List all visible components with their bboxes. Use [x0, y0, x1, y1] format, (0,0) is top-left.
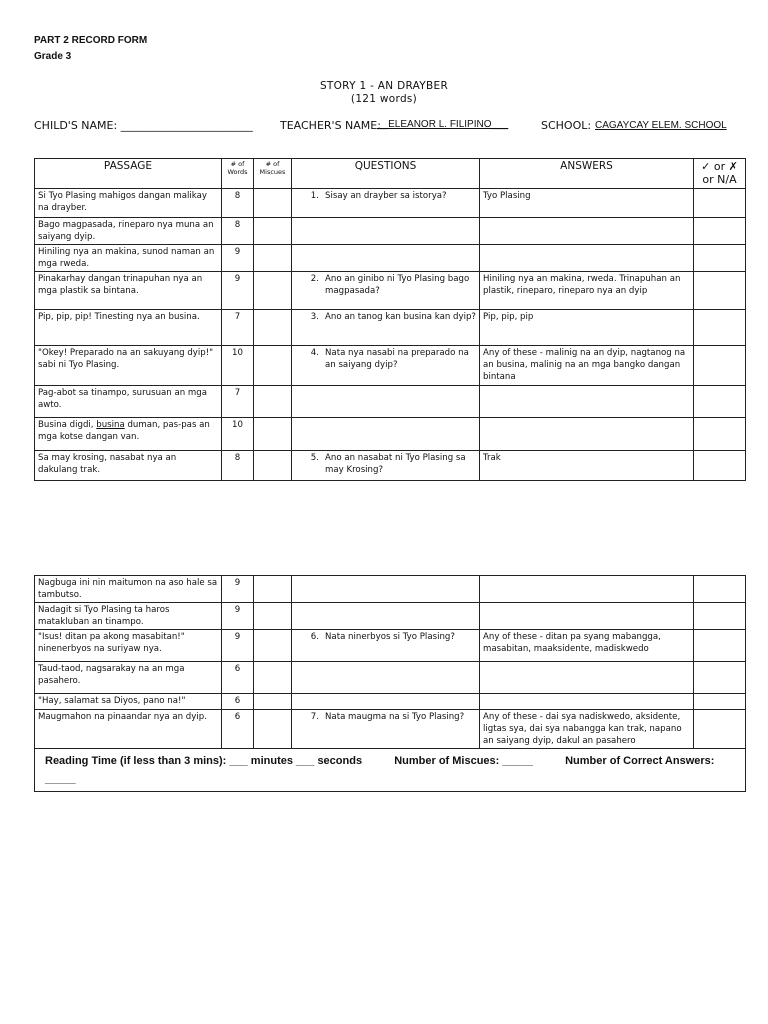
passage-cell: Maugmahon na pinaandar nya an dyip.	[35, 710, 222, 749]
question-cell	[292, 576, 480, 603]
question-cell	[292, 189, 480, 218]
miscue-count-cell[interactable]	[254, 272, 292, 310]
miscue-count-cell[interactable]	[254, 576, 292, 603]
passage-text: Busina digdi,	[38, 420, 97, 430]
check-cell[interactable]	[694, 576, 746, 603]
passage-cell: Pag-abot sa tinampo, surusuan an mga awto.	[35, 386, 222, 418]
question-cell	[292, 218, 480, 245]
story-title: STORY 1 - AN DRAYBER	[319, 80, 449, 92]
form-title: PART 2 RECORD FORM	[34, 35, 148, 46]
answer-cell: Pip, pip, pip	[480, 310, 694, 346]
miscue-count-cell[interactable]	[254, 310, 292, 346]
answer-cell: Tyo Plasing	[480, 189, 694, 218]
check-cell[interactable]	[694, 245, 746, 272]
miscue-count-cell[interactable]	[254, 694, 292, 710]
passage-cell: "Isus! ditan pa akong masabitan!" ninenerbyos na suriyaw nya.	[35, 630, 222, 662]
answer-cell	[480, 386, 694, 418]
col-questions: QUESTIONS	[292, 159, 480, 189]
check-cell[interactable]	[694, 630, 746, 662]
answer-cell	[480, 603, 694, 630]
check-cell[interactable]	[694, 603, 746, 630]
word-count-cell: 9	[222, 630, 254, 662]
question-number: 6.	[310, 632, 319, 642]
passage-cell: Bago magpasada, rineparo nya muna an saiyang dyip.	[35, 218, 222, 245]
teacher-name-label: TEACHER'S NAME:	[280, 119, 381, 132]
col-miscues: # of Miscues	[254, 159, 292, 189]
word-count-cell: 10	[222, 418, 254, 451]
question-cell	[292, 710, 480, 749]
table-row	[35, 710, 746, 749]
table-row	[35, 451, 746, 481]
check-cell[interactable]	[694, 346, 746, 386]
check-cell[interactable]	[694, 272, 746, 310]
miscue-count-cell[interactable]	[254, 386, 292, 418]
table-row	[35, 418, 746, 451]
passage-cell: Hiniling nya an makina, sunod naman an mga rweda.	[35, 245, 222, 272]
word-count-cell: 9	[222, 576, 254, 603]
answer-cell	[480, 418, 694, 451]
story-word-count: (121 words)	[350, 93, 418, 105]
check-cell[interactable]	[694, 710, 746, 749]
question-cell	[292, 386, 480, 418]
table-row	[35, 218, 746, 245]
miscue-count-cell[interactable]	[254, 346, 292, 386]
answer-cell: Trak	[480, 451, 694, 481]
teacher-name-value[interactable]: __ELEANOR L. FILIPINO___	[377, 119, 509, 130]
answer-cell	[480, 694, 694, 710]
question-text: Ano an ginibo ni Tyo Plasing bago magpasada?	[325, 274, 470, 296]
table-row	[35, 386, 746, 418]
summary-row	[35, 749, 746, 792]
child-name-field[interactable]: CHILD'S NAME: ________________________	[34, 119, 253, 132]
word-count-cell: 6	[222, 662, 254, 694]
miscue-count-cell[interactable]	[254, 418, 292, 451]
answer-cell	[480, 576, 694, 603]
table-row	[35, 662, 746, 694]
passage-cell: Pip, pip, pip! Tinesting nya an busina.	[35, 310, 222, 346]
table-row	[35, 630, 746, 662]
question-cell	[292, 245, 480, 272]
col-check: ✓ or ✗ or N/A	[694, 159, 746, 189]
passage-cell: Si Tyo Plasing mahigos dangan malikay na drayber.	[35, 189, 222, 218]
check-cell[interactable]	[694, 386, 746, 418]
question-text: Ano an tanog kan busina kan dyip?	[325, 312, 476, 322]
record-table-2	[34, 575, 746, 792]
word-count-cell: 6	[222, 694, 254, 710]
passage-text: duman, pas-pas an mga kotse dangan van.	[38, 420, 210, 442]
question-number: 3.	[310, 312, 319, 322]
passage-cell	[35, 418, 222, 451]
question-cell	[292, 694, 480, 710]
passage-underlined-word: busina	[96, 420, 125, 430]
passage-cell: Pinakarhay dangan trinapuhan nya an mga plastik sa bintana.	[35, 272, 222, 310]
passage-cell: Nagbuga ini nin maitumon na aso hale sa tambutso.	[35, 576, 222, 603]
school-label: SCHOOL:	[541, 119, 592, 132]
check-cell[interactable]	[694, 310, 746, 346]
answer-cell	[480, 662, 694, 694]
table-row	[35, 576, 746, 603]
question-cell	[292, 346, 480, 386]
question-number: 2.	[310, 274, 319, 284]
answer-cell: Any of these - dai sya nadiskwedo, aksidente, ligtas sya, dai sya nabangga kan trak, napano an saiyang dyip, dakul an pasahero	[480, 710, 694, 749]
reading-time-field[interactable]: Reading Time (if less than 3 mins): ___ minutes ___ seconds	[45, 755, 363, 767]
passage-cell: Nadagit si Tyo Plasing ta haros matakluban an tinampo.	[35, 603, 222, 630]
answer-cell: Any of these - malinig na an dyip, nagtanog na an busina, malinig na an mga bangko dangan bintana	[480, 346, 694, 386]
question-number: 1.	[310, 191, 319, 201]
word-count-cell: 8	[222, 189, 254, 218]
miscue-count-cell[interactable]	[254, 451, 292, 481]
answer-cell	[480, 245, 694, 272]
word-count-cell: 9	[222, 603, 254, 630]
word-count-cell: 8	[222, 451, 254, 481]
passage-cell: "Okey! Preparado na an sakuyang dyip!" sabi ni Tyo Plasing.	[35, 346, 222, 386]
correct-answers-field[interactable]: Number of Correct Answers: _____	[45, 755, 715, 785]
table-row	[35, 346, 746, 386]
answer-cell: Any of these - ditan pa syang mabangga, masabitan, maaksidente, madiskwedo	[480, 630, 694, 662]
table-row	[35, 245, 746, 272]
record-table-1	[34, 158, 746, 481]
word-count-cell: 9	[222, 272, 254, 310]
question-text: Sisay an drayber sa istorya?	[325, 191, 447, 201]
check-cell[interactable]	[694, 218, 746, 245]
table-row	[35, 603, 746, 630]
question-cell	[292, 630, 480, 662]
word-count-cell: 8	[222, 218, 254, 245]
miscue-count-cell[interactable]	[254, 245, 292, 272]
word-count-cell: 9	[222, 245, 254, 272]
check-cell[interactable]	[694, 189, 746, 218]
passage-cell: "Hay, salamat sa Diyos, pano na!"	[35, 694, 222, 710]
school-value[interactable]: CAGAYCAY ELEM. SCHOOL	[595, 120, 727, 131]
question-text: Nata maugma na si Tyo Plasing?	[325, 712, 465, 722]
col-words: # of Words	[222, 159, 254, 189]
question-text: Nata ninerbyos si Tyo Plasing?	[325, 632, 455, 642]
question-text: Nata nya nasabi na preparado na an saiyang dyip?	[325, 348, 469, 370]
table-row	[35, 272, 746, 310]
question-cell	[292, 451, 480, 481]
col-passage: PASSAGE	[35, 159, 222, 189]
question-cell	[292, 272, 480, 310]
miscue-count-cell[interactable]	[254, 603, 292, 630]
passage-cell: Sa may krosing, nasabat nya an dakulang trak.	[35, 451, 222, 481]
word-count-cell: 10	[222, 346, 254, 386]
miscue-count-cell[interactable]	[254, 218, 292, 245]
question-text: Ano an nasabat ni Tyo Plasing sa may Krosing?	[325, 453, 466, 475]
answer-cell	[480, 218, 694, 245]
miscue-count-cell[interactable]	[254, 710, 292, 749]
question-cell	[292, 603, 480, 630]
question-cell	[292, 418, 480, 451]
check-cell[interactable]	[694, 694, 746, 710]
miscue-count-cell[interactable]	[254, 662, 292, 694]
check-cell[interactable]	[694, 451, 746, 481]
question-number: 5.	[310, 453, 319, 463]
word-count-cell: 7	[222, 310, 254, 346]
passage-cell: Taud-taod, nagsarakay na an mga pasahero.	[35, 662, 222, 694]
question-number: 4.	[310, 348, 319, 358]
miscue-count-cell[interactable]	[254, 189, 292, 218]
word-count-cell: 6	[222, 710, 254, 749]
table-row	[35, 694, 746, 710]
word-count-cell: 7	[222, 386, 254, 418]
col-answers: ANSWERS	[480, 159, 694, 189]
answer-cell: Hiniling nya an makina, rweda. Trinapuhan an plastik, rineparo, rineparo nya an dyip	[480, 272, 694, 310]
question-cell	[292, 662, 480, 694]
table-row	[35, 310, 746, 346]
table-row	[35, 189, 746, 218]
check-cell[interactable]	[694, 662, 746, 694]
question-cell	[292, 310, 480, 346]
miscue-count-cell[interactable]	[254, 630, 292, 662]
grade-label: Grade 3	[34, 51, 72, 62]
question-number: 7.	[310, 712, 319, 722]
miscues-count-field[interactable]: Number of Miscues: _____	[394, 755, 533, 767]
check-cell[interactable]	[694, 418, 746, 451]
